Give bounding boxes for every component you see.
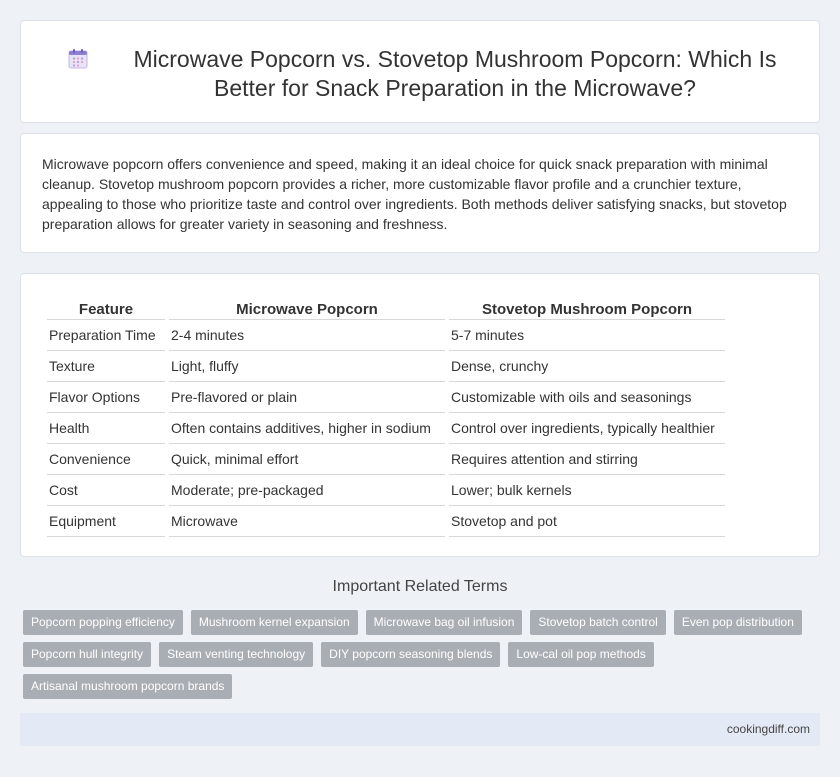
summary-text: Microwave popcorn offers convenience and speed, making it an ideal choice for quick snack preparation with minimal cleanup. Stovetop mushroom popcorn provides a richer, more customizable flavor profile and a crunchier texture, appealing to those who prioritize taste and control over ingredients. Both methods deliver satisfying snacks, but stovetop preparation allows for greater variety in seasoning and freshness.	[42, 156, 787, 232]
related-term-tag[interactable]: Low-cal oil pop methods	[508, 642, 653, 667]
table-cell: Customizable with oils and seasonings	[449, 382, 725, 413]
table-cell: Pre-flavored or plain	[169, 382, 445, 413]
related-term-tag[interactable]: Stovetop batch control	[530, 610, 665, 635]
comparison-table-card	[20, 273, 820, 557]
footer-site-link[interactable]: cookingdiff.com	[726, 722, 810, 736]
table-cell: Dense, crunchy	[449, 351, 725, 382]
title-card	[20, 20, 820, 123]
related-term-tag[interactable]: Mushroom kernel expansion	[191, 610, 358, 635]
table-row	[47, 413, 725, 444]
table-cell: 2-4 minutes	[169, 320, 445, 351]
table-cell: Convenience	[47, 444, 165, 475]
table-cell: 5-7 minutes	[449, 320, 725, 351]
table-cell: Quick, minimal effort	[169, 444, 445, 475]
related-term-tag[interactable]: Artisanal mushroom popcorn brands	[23, 674, 232, 699]
table-row	[47, 444, 725, 475]
table-row	[47, 320, 725, 351]
table-row	[47, 506, 725, 537]
table-cell: Lower; bulk kernels	[449, 475, 725, 506]
table-cell: Microwave	[169, 506, 445, 537]
table-cell: Stovetop and pot	[449, 506, 725, 537]
table-header: Feature	[47, 296, 165, 320]
table-cell: Moderate; pre-packaged	[169, 475, 445, 506]
table-cell: Requires attention and stirring	[449, 444, 725, 475]
table-cell: Preparation Time	[47, 320, 165, 351]
comparison-table	[43, 296, 729, 537]
related-term-tag[interactable]: Popcorn hull integrity	[23, 642, 151, 667]
table-row	[47, 351, 725, 382]
related-term-tag[interactable]: Popcorn popping efficiency	[23, 610, 183, 635]
table-cell: Health	[47, 413, 165, 444]
table-header-row	[47, 296, 725, 320]
table-cell: Cost	[47, 475, 165, 506]
table-header: Microwave Popcorn	[169, 296, 445, 320]
related-term-tag[interactable]: Microwave bag oil infusion	[366, 610, 523, 635]
related-term-tag[interactable]: DIY popcorn seasoning blends	[321, 642, 500, 667]
table-cell: Light, fluffy	[169, 351, 445, 382]
table-cell: Control over ingredients, typically healthier	[449, 413, 725, 444]
table-row	[47, 475, 725, 506]
summary-card	[20, 133, 820, 253]
table-cell: Equipment	[47, 506, 165, 537]
related-terms-list	[23, 610, 813, 706]
table-cell: Texture	[47, 351, 165, 382]
page-title: Microwave Popcorn vs. Stovetop Mushroom Popcorn: Which Is Better for Snack Preparation in the Microwave?	[133, 46, 777, 101]
related-terms-title: Important Related Terms	[332, 578, 508, 595]
related-term-tag[interactable]: Even pop distribution	[674, 610, 802, 635]
table-row	[47, 382, 725, 413]
footer	[20, 713, 820, 746]
table-cell: Often contains additives, higher in sodium	[169, 413, 445, 444]
table-cell: Flavor Options	[47, 382, 165, 413]
table-header: Stovetop Mushroom Popcorn	[449, 296, 725, 320]
related-term-tag[interactable]: Steam venting technology	[159, 642, 313, 667]
